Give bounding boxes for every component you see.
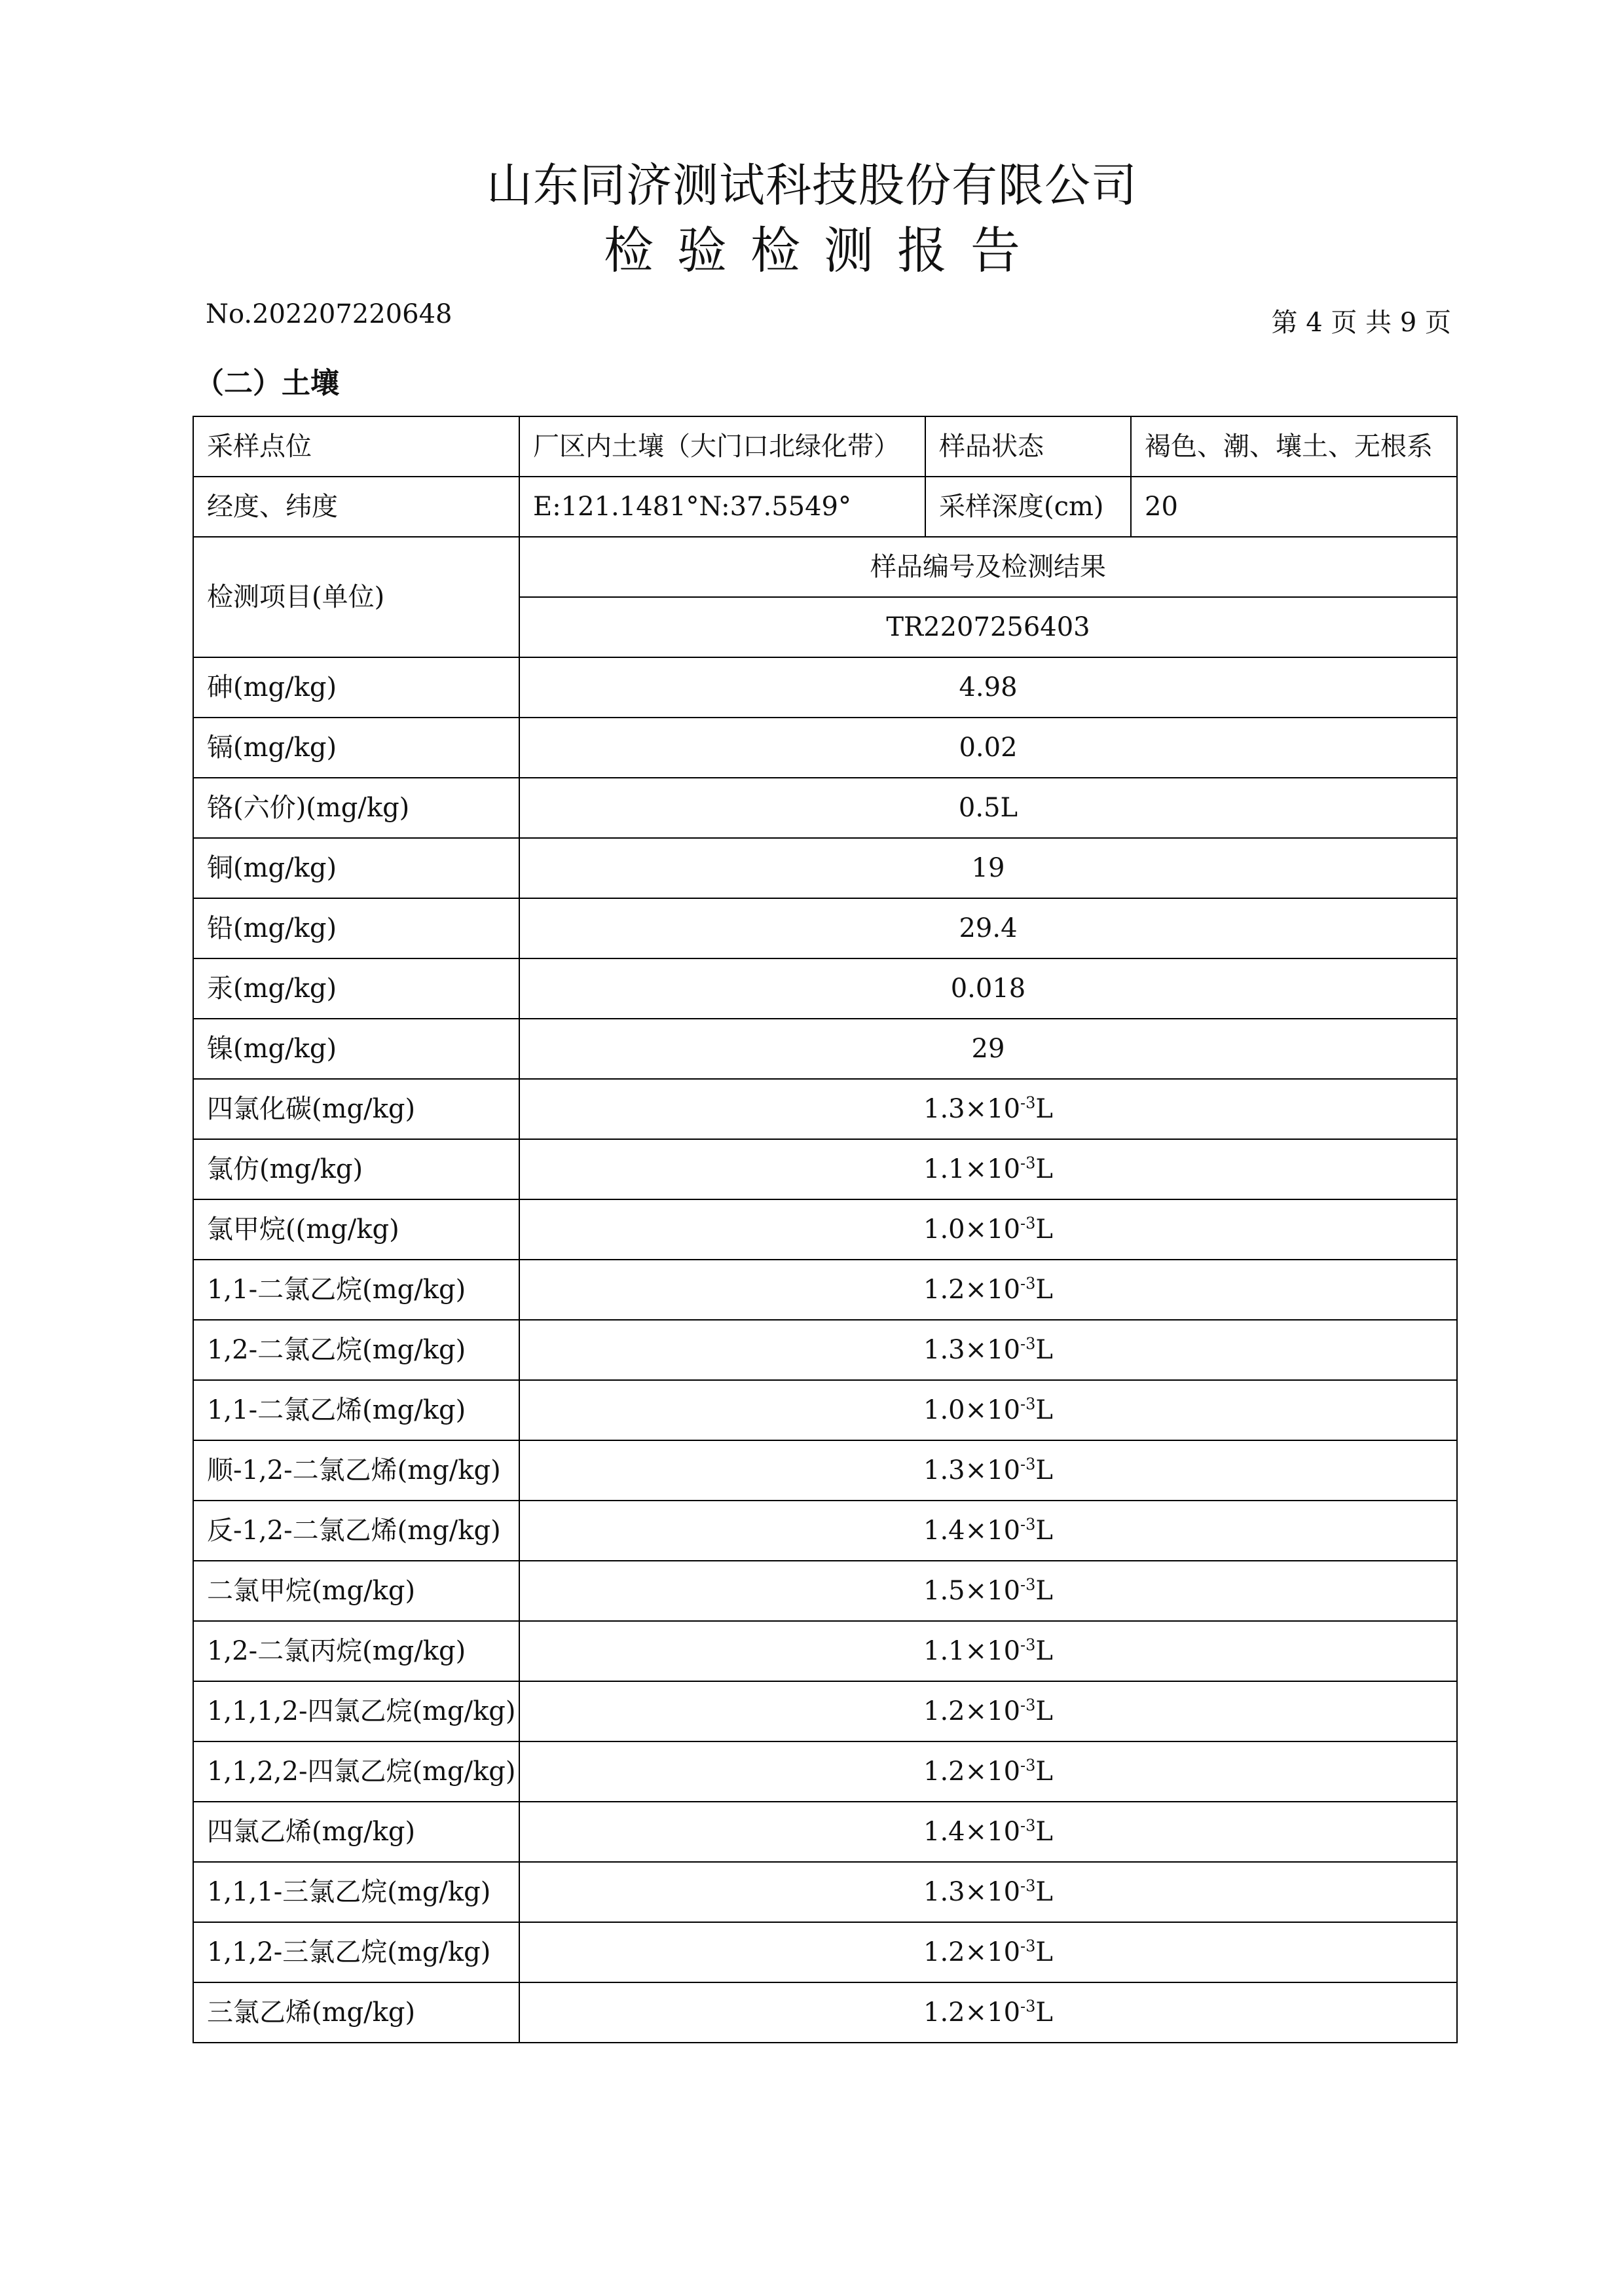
company-name: 山东同济测试科技股份有限公司: [487, 158, 1137, 212]
test-item: 1,1,2-三氯乙烷(mg/kg): [193, 1922, 519, 1982]
test-item: 铜(mg/kg): [193, 838, 519, 898]
test-item: 氯仿(mg/kg): [193, 1139, 519, 1199]
result-flag: L: [1035, 1817, 1053, 1847]
table-row: [193, 1741, 1457, 1802]
test-item: 四氯化碳(mg/kg): [193, 1079, 519, 1139]
coord-value: E:121.1481°N:37.5549°: [519, 477, 925, 537]
test-item: 1,1-二氯乙烯(mg/kg): [193, 1380, 519, 1440]
info-row-coord: [193, 477, 1457, 537]
table-row: [193, 778, 1457, 838]
result-mantissa: 1.3×10: [923, 1877, 1021, 1907]
test-item: 顺-1,2-二氯乙烯(mg/kg): [193, 1440, 519, 1501]
result-flag: L: [1035, 1877, 1053, 1907]
test-result: [519, 1199, 1457, 1260]
test-item: 汞(mg/kg): [193, 958, 519, 1019]
table-row: [193, 1561, 1457, 1621]
test-result: [519, 1139, 1457, 1199]
table-row: [193, 1501, 1457, 1561]
test-item: 氯甲烷((mg/kg): [193, 1199, 519, 1260]
table-row: [193, 958, 1457, 1019]
test-result: 0.018: [519, 958, 1457, 1019]
result-flag: L: [1035, 1214, 1053, 1245]
test-result: [519, 1079, 1457, 1139]
result-mantissa: 1.1×10: [923, 1154, 1021, 1184]
table-row: [193, 1320, 1457, 1380]
depth-label: 采样深度(cm): [925, 477, 1131, 537]
result-mantissa: 1.4×10: [923, 1817, 1021, 1847]
table-row: [193, 1862, 1457, 1922]
test-item: 镉(mg/kg): [193, 718, 519, 778]
result-flag: L: [1035, 1937, 1053, 1967]
result-exponent: -3: [1020, 1274, 1036, 1293]
header-row-1: [193, 537, 1457, 597]
section-title: （二）土壤: [195, 367, 339, 400]
test-item: 镍(mg/kg): [193, 1019, 519, 1079]
result-flag: L: [1035, 1997, 1053, 2028]
result-mantissa: 1.3×10: [923, 1335, 1021, 1365]
result-mantissa: 1.2×10: [923, 1275, 1021, 1305]
table-row: [193, 1922, 1457, 1982]
result-mantissa: 1.1×10: [923, 1636, 1021, 1666]
result-mantissa: 1.2×10: [923, 1696, 1021, 1726]
test-item: 1,1,1-三氯乙烷(mg/kg): [193, 1862, 519, 1922]
result-exponent: -3: [1020, 1937, 1036, 1956]
test-item: 铅(mg/kg): [193, 898, 519, 958]
result-exponent: -3: [1020, 1876, 1036, 1895]
result-flag: L: [1035, 1154, 1053, 1184]
result-flag: L: [1035, 1335, 1053, 1365]
state-label: 样品状态: [925, 416, 1131, 477]
test-item: 三氯乙烯(mg/kg): [193, 1982, 519, 2043]
table-row: [193, 1260, 1457, 1320]
test-item: 铬(六价)(mg/kg): [193, 778, 519, 838]
test-item: 1,2-二氯乙烷(mg/kg): [193, 1320, 519, 1380]
result-exponent: -3: [1020, 1635, 1036, 1654]
result-flag: L: [1035, 1757, 1053, 1787]
test-item: 砷(mg/kg): [193, 657, 519, 718]
result-flag: L: [1035, 1455, 1053, 1485]
result-exponent: -3: [1020, 1394, 1036, 1413]
result-exponent: -3: [1020, 1816, 1036, 1835]
site-value: 厂区内土壤（大门口北绿化带）: [519, 416, 925, 477]
result-flag: L: [1035, 1576, 1053, 1606]
result-header: 样品编号及检测结果: [519, 537, 1457, 597]
result-exponent: -3: [1020, 1997, 1036, 2016]
test-result: 19: [519, 838, 1457, 898]
site-label: 采样点位: [193, 416, 519, 477]
page-indicator: 第 4 页 共 9 页: [1271, 308, 1451, 338]
result-flag: L: [1035, 1516, 1053, 1546]
result-flag: L: [1035, 1275, 1053, 1305]
result-exponent: -3: [1020, 1696, 1036, 1715]
test-result: [519, 1922, 1457, 1982]
test-result: 0.5L: [519, 778, 1457, 838]
test-item: 1,2-二氯丙烷(mg/kg): [193, 1621, 519, 1681]
report-number: No.202207220648: [206, 299, 452, 329]
table-row: [193, 1380, 1457, 1440]
test-result: [519, 1501, 1457, 1561]
item-header: 检测项目(单位): [193, 537, 519, 657]
test-result: [519, 1862, 1457, 1922]
depth-value: 20: [1131, 477, 1457, 537]
test-result: [519, 1741, 1457, 1802]
result-exponent: -3: [1020, 1575, 1036, 1594]
report-title: 检验检测报告: [604, 221, 1044, 280]
test-result: [519, 1982, 1457, 2043]
result-mantissa: 1.3×10: [923, 1455, 1021, 1485]
test-result: [519, 1260, 1457, 1320]
result-flag: L: [1035, 1636, 1053, 1666]
result-exponent: -3: [1020, 1455, 1036, 1474]
test-result: 29: [519, 1019, 1457, 1079]
table-row: [193, 838, 1457, 898]
test-item: 1,1-二氯乙烷(mg/kg): [193, 1260, 519, 1320]
table-row: [193, 1139, 1457, 1199]
result-mantissa: 1.5×10: [923, 1576, 1021, 1606]
table-row: [193, 1199, 1457, 1260]
result-mantissa: 1.2×10: [923, 1757, 1021, 1787]
test-result: 0.02: [519, 718, 1457, 778]
test-result: [519, 1440, 1457, 1501]
test-result: [519, 1320, 1457, 1380]
result-mantissa: 1.4×10: [923, 1516, 1021, 1546]
table-row: [193, 898, 1457, 958]
result-exponent: -3: [1020, 1214, 1036, 1233]
table-row: [193, 1982, 1457, 2043]
result-exponent: -3: [1020, 1093, 1036, 1112]
test-item: 四氯乙烯(mg/kg): [193, 1802, 519, 1862]
test-result: [519, 1380, 1457, 1440]
result-flag: L: [1035, 1696, 1053, 1726]
test-result: [519, 1621, 1457, 1681]
table-row: [193, 1802, 1457, 1862]
table-row: [193, 718, 1457, 778]
test-item: 1,1,2,2-四氯乙烷(mg/kg): [193, 1741, 519, 1802]
result-exponent: -3: [1020, 1334, 1036, 1353]
test-result: [519, 1681, 1457, 1741]
result-flag: L: [1035, 1094, 1053, 1124]
coord-label: 经度、纬度: [193, 477, 519, 537]
table-row: [193, 1621, 1457, 1681]
table-row: [193, 1079, 1457, 1139]
result-mantissa: 1.3×10: [923, 1094, 1021, 1124]
result-exponent: -3: [1020, 1154, 1036, 1173]
table-row: [193, 657, 1457, 718]
soil-results-table: [193, 416, 1458, 2043]
info-row-site: [193, 416, 1457, 477]
test-result: [519, 1802, 1457, 1862]
result-flag: L: [1035, 1395, 1053, 1425]
state-value: 褐色、潮、壤土、无根系: [1131, 416, 1457, 477]
test-item: 反-1,2-二氯乙烯(mg/kg): [193, 1501, 519, 1561]
result-exponent: -3: [1020, 1756, 1036, 1775]
result-mantissa: 1.0×10: [923, 1395, 1021, 1425]
table-row: [193, 1440, 1457, 1501]
sample-id: TR2207256403: [519, 597, 1457, 657]
result-mantissa: 1.2×10: [923, 1937, 1021, 1967]
table-body: [193, 416, 1457, 2043]
table-row: [193, 1681, 1457, 1741]
result-mantissa: 1.2×10: [923, 1997, 1021, 2028]
test-item: 1,1,1,2-四氯乙烷(mg/kg): [193, 1681, 519, 1741]
result-exponent: -3: [1020, 1515, 1036, 1534]
test-result: [519, 1561, 1457, 1621]
test-result: 29.4: [519, 898, 1457, 958]
table-row: [193, 1019, 1457, 1079]
test-result: 4.98: [519, 657, 1457, 718]
test-item: 二氯甲烷(mg/kg): [193, 1561, 519, 1621]
result-mantissa: 1.0×10: [923, 1214, 1021, 1245]
